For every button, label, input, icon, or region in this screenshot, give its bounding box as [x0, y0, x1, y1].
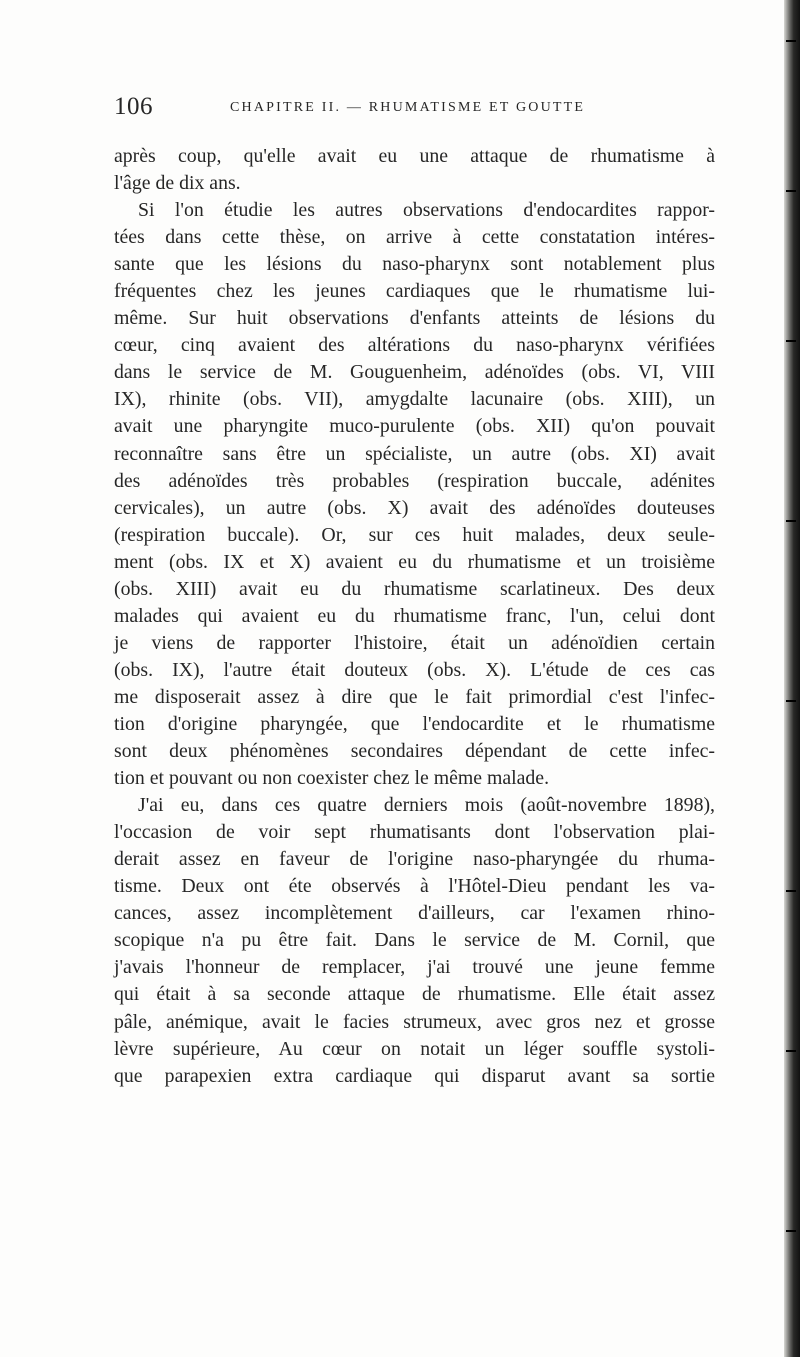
text-line: tion d'origine pharyngée, que l'endocardite et le rhumatisme [114, 712, 715, 735]
running-head: CHAPITRE II. — RHUMATISME ET GOUTTE [230, 100, 586, 115]
page-header [114, 92, 714, 122]
page-number: 106 [114, 93, 153, 120]
text-line: cervicales), un autre (obs. X) avait des adénoïdes douteuses [114, 496, 715, 519]
paragraph [114, 143, 715, 197]
text-line: J'ai eu, dans ces quatre derniers mois (août-novembre 1898), [138, 794, 715, 817]
text-line: tées dans cette thèse, on arrive à cette constatation intéres- [114, 226, 715, 249]
text-line: me disposerait assez à dire que le fait primordial c'est l'infec- [114, 685, 715, 708]
text-line: tion et pouvant ou non coexister chez le même malade. [114, 767, 550, 790]
text-line: après coup, qu'elle avait eu une attaque de rhumatisme à [114, 145, 715, 167]
text-line: (obs. XIII) avait eu du rhumatisme scarlatineux. Des deux [114, 577, 715, 600]
text-line: qui était à sa seconde attaque de rhumatisme. Elle était assez [114, 983, 715, 1006]
text-line: des adénoïdes très probables (respiration buccale, adénites [114, 469, 715, 492]
text-line: tisme. Deux ont éte observés à l'Hôtel-Dieu pendant les va- [114, 875, 715, 898]
edge-mark [786, 890, 796, 892]
text-line: même. Sur huit observations d'enfants atteints de lésions du [114, 307, 715, 330]
edge-mark [786, 340, 796, 342]
text-line: sont deux phénomènes secondaires dépendant de cette infec- [114, 740, 715, 763]
text-line: dans le service de M. Gouguenheim, adénoïdes (obs. VI, VIII [114, 361, 715, 384]
text-line: (respiration buccale). Or, sur ces huit malades, deux seule- [114, 523, 715, 546]
page-edge-shadow [784, 0, 800, 1357]
text-line: l'âge de dix ans. [114, 172, 241, 195]
edge-mark [786, 520, 796, 522]
text-line: j'avais l'honneur de remplacer, j'ai trouvé une jeune femme [114, 956, 715, 979]
edge-mark [786, 700, 796, 702]
text-line: pâle, anémique, avait le facies strumeux, avec gros nez et grosse [114, 1010, 715, 1033]
text-line: ment (obs. IX et X) avaient eu du rhumatisme et un troisième [114, 550, 715, 573]
paragraph [114, 792, 715, 1090]
text-line: lèvre supérieure, Au cœur on notait un léger souffle systoli- [114, 1037, 715, 1060]
text-line: que parapexien extra cardiaque qui disparut avant sa sortie [114, 1064, 715, 1087]
text-line: fréquentes chez les jeunes cardiaques que le rhumatisme lui- [114, 280, 715, 303]
text-line: Si l'on étudie les autres observations d'endocardites rappor- [138, 199, 715, 222]
edge-mark [786, 40, 796, 42]
edge-mark [786, 1050, 796, 1052]
text-line: scopique n'a pu être fait. Dans le service de M. Cornil, que [114, 929, 715, 952]
text-line: cœur, cinq avaient des altérations du naso-pharynx vérifiées [114, 334, 715, 357]
text-line: (obs. IX), l'autre était douteux (obs. X). L'étude de ces cas [114, 658, 715, 681]
text-line: avait une pharyngite muco-purulente (obs. XII) qu'on pouvait [114, 415, 715, 438]
paragraph [114, 197, 715, 792]
edge-mark [786, 1230, 796, 1232]
text-line: l'occasion de voir sept rhumatisants dont l'observation plai- [114, 821, 715, 844]
body-text [114, 143, 715, 1090]
text-line: malades qui avaient eu du rhumatisme franc, l'un, celui dont [114, 604, 715, 627]
text-line: IX), rhinite (obs. VII), amygdalte lacunaire (obs. XIII), un [114, 388, 715, 411]
text-line: sante que les lésions du naso-pharynx sont notablement plus [114, 253, 715, 276]
edge-mark [786, 190, 796, 192]
text-line: derait assez en faveur de l'origine naso-pharyngée du rhuma- [114, 848, 715, 871]
text-line: cances, assez incomplètement d'ailleurs, car l'examen rhino- [114, 902, 715, 925]
text-line: reconnaître sans être un spécialiste, un autre (obs. XI) avait [114, 442, 715, 465]
text-line: je viens de rapporter l'histoire, était un adénoïdien certain [114, 631, 715, 654]
